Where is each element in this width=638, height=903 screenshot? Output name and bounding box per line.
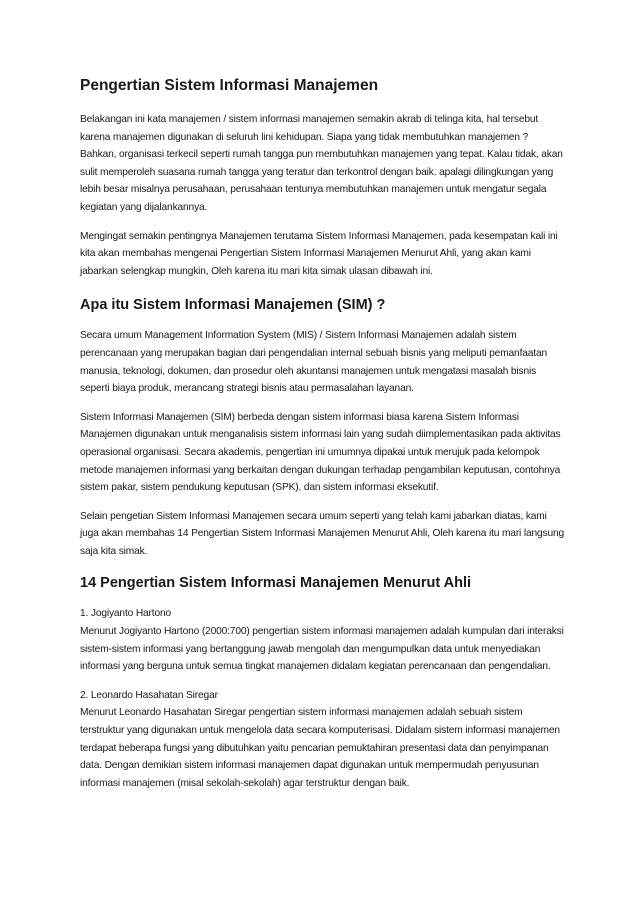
- document-title: Pengertian Sistem Informasi Manajemen: [80, 77, 379, 94]
- intro-paragraph-2: Mengingat semakin pentingnya Manajemen terutama Sistem Informasi Manajemen, pada kesempatan kali ini kita akan membahas mengenai Pengertian Sistem Informasi Manajemen Menurut Ahli, yang akan kami jabarkan selengkap mungkin, Oleh karena itu mari kita simak ulasan dibawah ini.: [80, 230, 558, 277]
- list-item-title: 2. Leonardo Hasahatan Siregar: [80, 689, 218, 701]
- section-heading-sim: Apa itu Sistem Informasi Manajemen (SIM) ?: [80, 297, 386, 314]
- list-item-body: Menurut Jogiyanto Hartono (2000:700) pengertian sistem informasi manajemen adalah kumpulan dari interaksi sistem-sistem informasi yang bertanggung jawab mengolah dan mengumpulkan data untuk menyediakan informasi yang berguna untuk semua tingkat manajemen didalam kegiatan perencanaan dan pengendalian.: [80, 626, 564, 673]
- list-item-title: 1. Jogiyanto Hartono: [80, 608, 172, 620]
- list-item-body: Menurut Leonardo Hasahatan Siregar pengertian sistem informasi manajemen adalah sebuah sistem terstruktur yang digunakan untuk mengelola data secara komputerisasi. Didalam sistem informasi manajemen terdapat beberapa fungsi yang dibutuhkan yaitu pencarian pemuktahiran presentasi data dan penyimpanan data. Dengan demikian sistem informasi manajemen dapat digunakan untuk mempermudah penyusunan informasi manajemen (misal sekolah-sekolah) agar terstruktur dengan baik.: [80, 707, 560, 789]
- document-page: [80, 76, 564, 803]
- list-item: [80, 605, 564, 675]
- list-item: [80, 687, 564, 793]
- section-heading-ahli: 14 Pengertian Sistem Informasi Manajemen Menurut Ahli: [80, 575, 472, 592]
- sim-paragraph-2: Sistem Informasi Manajemen (SIM) berbeda dengan sistem informasi biasa karena Sistem Informasi Manajemen digunakan untuk menganalisis sistem informasi lain yang sudah diimplementasikan pada aktivitas operasional organisasi. Secara akademis, pengertian ini umumnya dipakai untuk merujuk pada kelompok metode manajemen informasi yang berkaitan dengan dukungan terhadap pengambilan keputusan, contohnya sistem pakar, sistem pendukung keputusan (SPK), dan sistem informasi eksekutif.: [80, 411, 561, 494]
- sim-paragraph-1: Secara umum Management Information System (MIS) / Sistem Informasi Manajemen adalah sistem perencanaan yang merupakan bagian dari pengendalian internal sebuah bisnis yang meliputi pemanfaatan manusia, teknologi, dokumen, dan prosedur oleh akuntansi manajemen untuk mengatasi masalah bisnis seperti biaya produk, merancang strategi bisnis atau permasalahan layanan.: [80, 330, 547, 395]
- intro-paragraph-1: Belakangan ini kata manajemen / sistem informasi manajemen semakin akrab di telinga kita, hal tersebut karena manajemen digunakan di seluruh lini kehidupan. Siapa yang tidak membutuhkan manajemen ? Bahkan, organisasi terkecil seperti rumah tangga pun membutuhkan manajemen yang tepat. Kalau tidak, akan sulit memperoleh suasana rumah tangga yang teratur dan terkontrol dengan baik. apalagi dilingkungan yang lebih besar misalnya perusahaan, perusahaan tentunya membutuhkan manajemen untuk mengatur segala kegiatan yang dijalankannya.: [80, 114, 563, 213]
- sim-paragraph-3: Selain pengetian Sistem Informasi Manajemen secara umum seperti yang telah kami jabarkan diatas, kami juga akan membahas 14 Pengertian Sistem Informasi Manajemen Menurut Ahli, Oleh karena itu mari langsung saja kita simak.: [80, 510, 565, 557]
